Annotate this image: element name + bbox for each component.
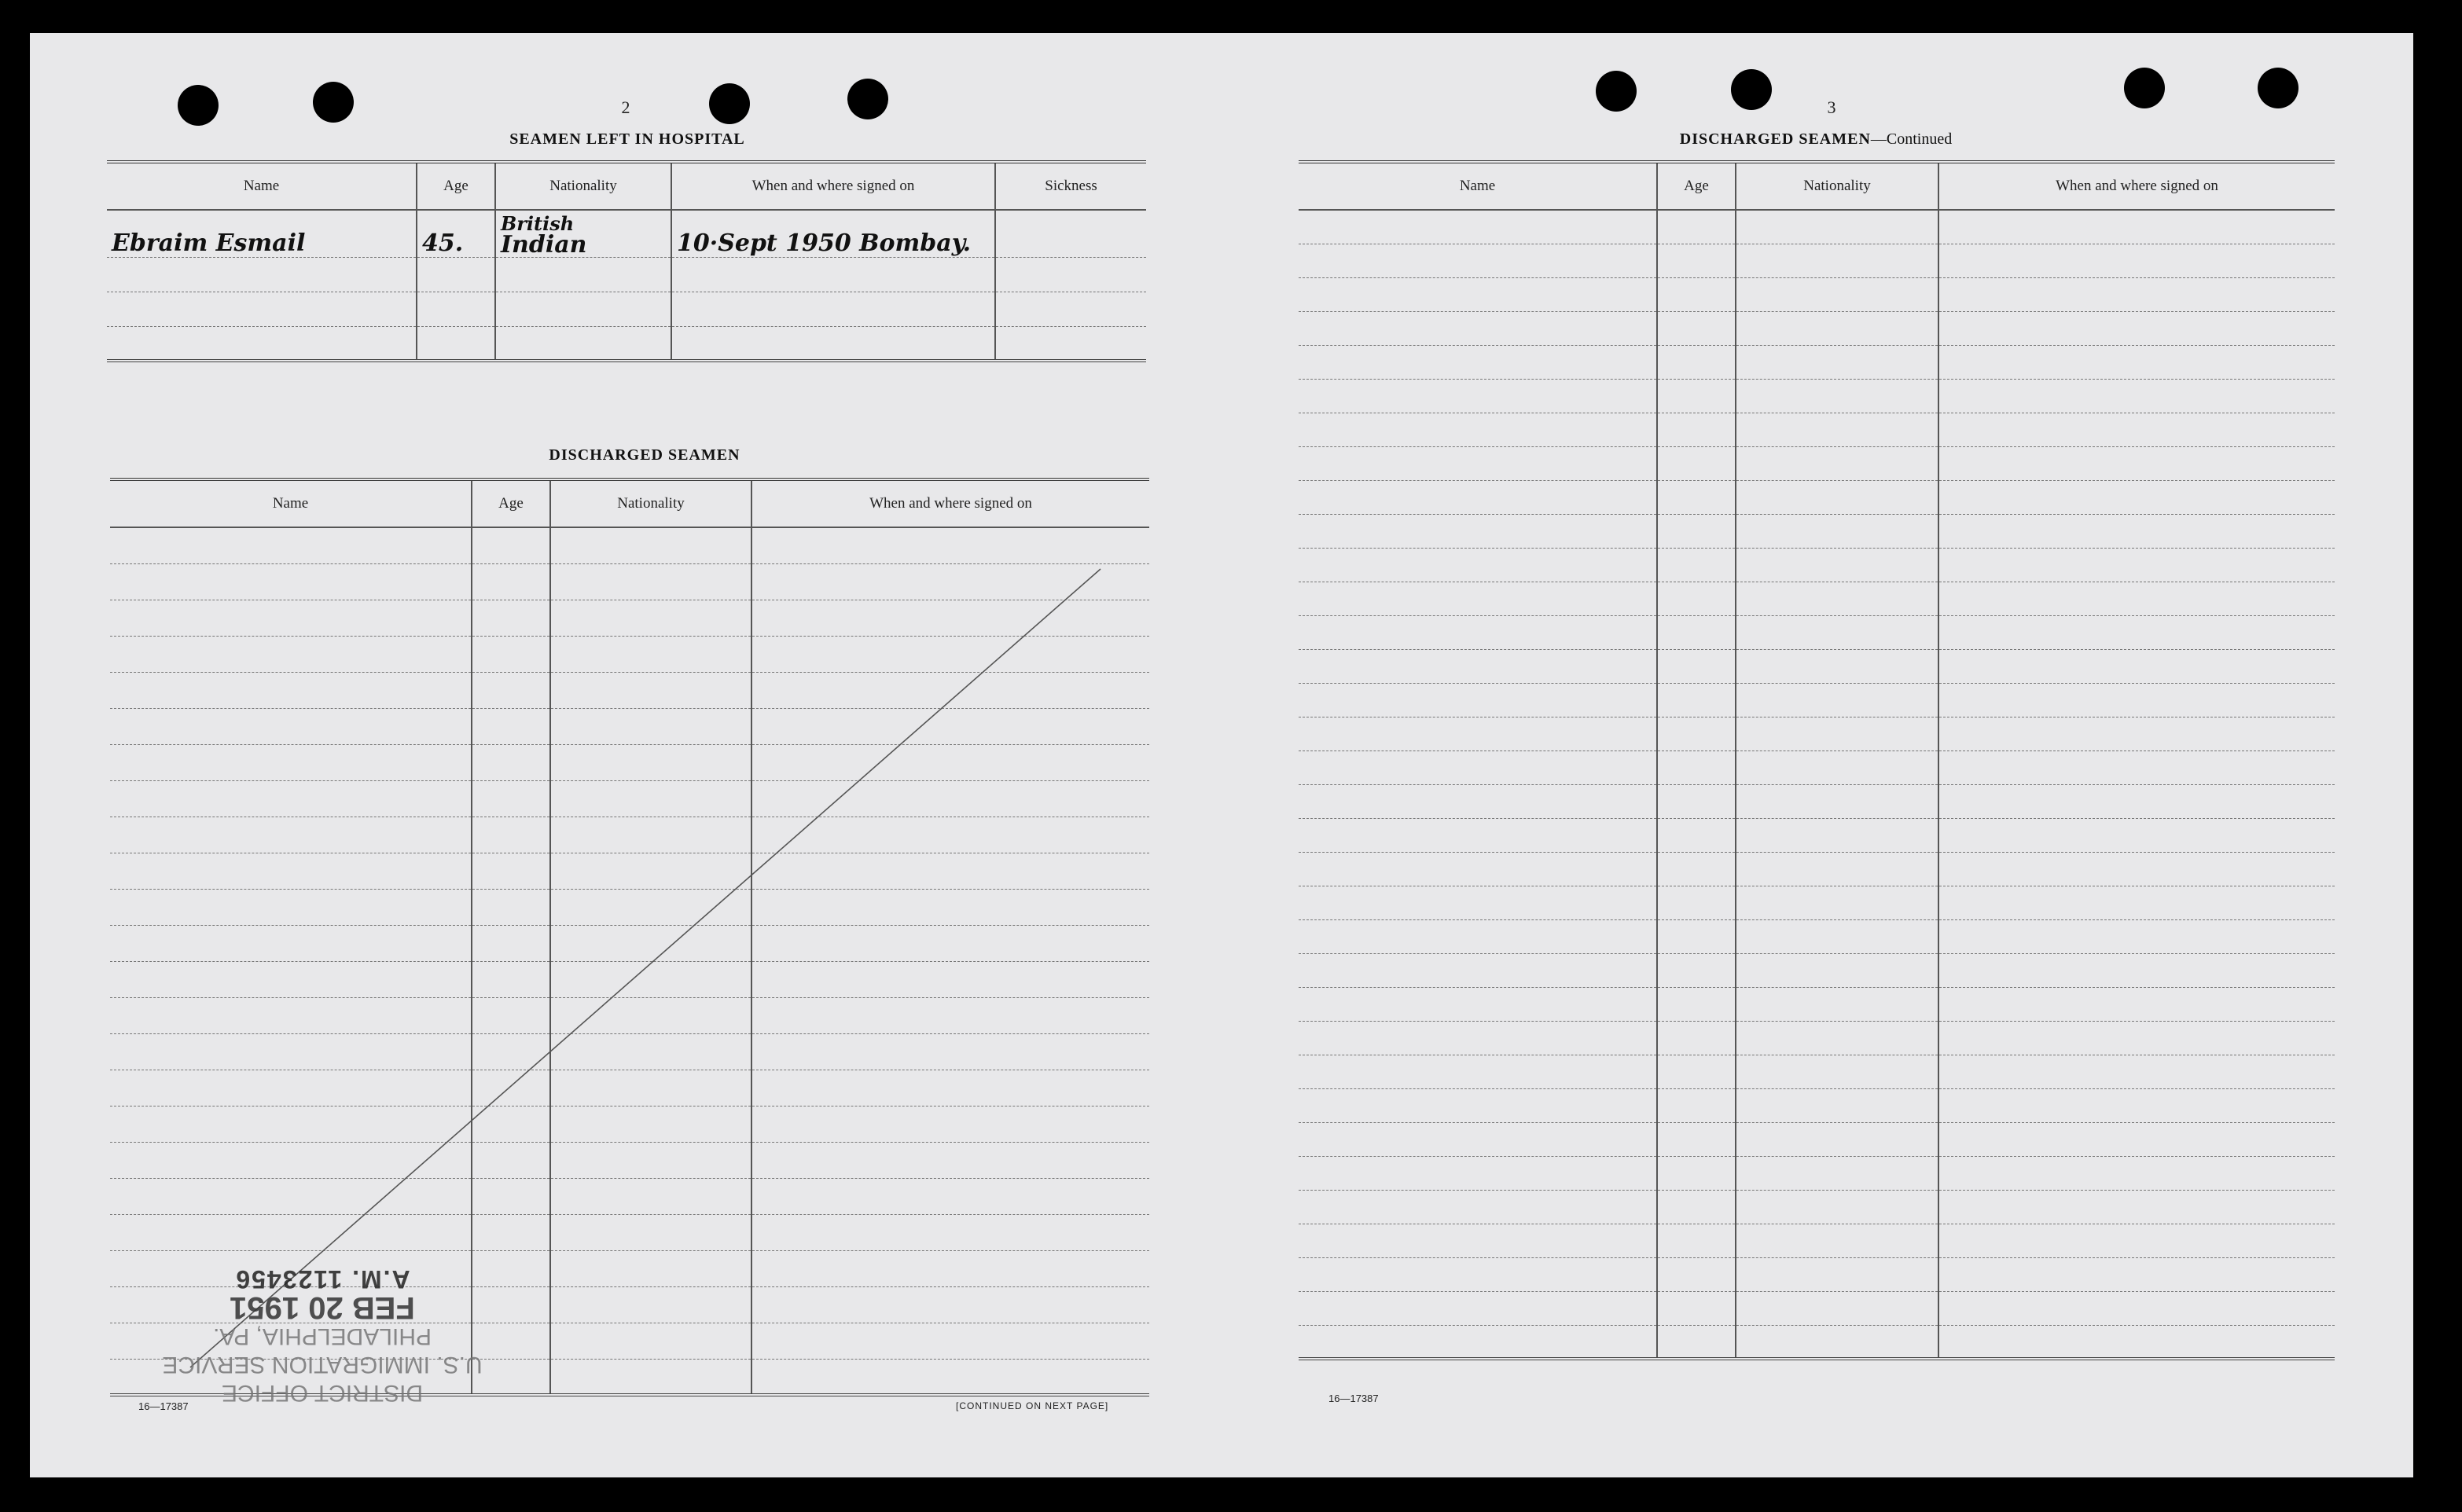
table-row [1299, 311, 2335, 345]
column-header-nationality: Nationality [495, 162, 671, 210]
table-row [1299, 1257, 2335, 1291]
table-row [1299, 1122, 2335, 1156]
stamp-date: FEB 20 1951 [230, 1290, 415, 1325]
table-row [1299, 1021, 2335, 1055]
table-row [1299, 345, 2335, 379]
table-row [1299, 1088, 2335, 1122]
column-header-signed-on: When and where signed on [751, 479, 1149, 527]
title-main: DISCHARGED SEAMEN [1679, 130, 1871, 148]
column-header-signed-on: When and where signed on [1938, 162, 2335, 210]
table-row [1299, 379, 2335, 413]
table-row [1299, 852, 2335, 886]
table-row [1299, 886, 2335, 919]
table-row [1299, 480, 2335, 514]
stamp-line-2: U.S. IMMIGRATION SERVICE [162, 1352, 483, 1378]
table-row [1299, 210, 2335, 244]
discharged-table-right [1299, 160, 2335, 1360]
column-header-signed-on: When and where signed on [671, 162, 995, 210]
table-row [1299, 683, 2335, 717]
seaman-name: Ebraim Esmail [107, 210, 417, 257]
column-header-nationality: Nationality [1736, 162, 1938, 210]
immigration-stamp [157, 1226, 487, 1407]
section-title-discharged: DISCHARGED SEAMEN [549, 446, 740, 464]
table-row [1299, 1291, 2335, 1325]
column-header-age: Age [417, 162, 495, 210]
column-header-name: Name [107, 162, 417, 210]
column-header-nationality: Nationality [550, 479, 751, 527]
table-row [1299, 1190, 2335, 1224]
table-row [1299, 1055, 2335, 1088]
table-row [1299, 446, 2335, 480]
table-row [1299, 987, 2335, 1021]
seaman-signed-on: 10·Sept 1950 Bombay. [671, 210, 995, 257]
seaman-age: 45. [417, 210, 495, 257]
continued-note: [CONTINUED ON NEXT PAGE] [956, 1400, 1109, 1411]
stamp-line-3: PHILADELPHIA, PA. [213, 1323, 432, 1349]
table-row [1299, 615, 2335, 649]
table-row [1299, 548, 2335, 582]
table-row [1299, 1325, 2335, 1359]
table-row [1299, 413, 2335, 446]
table-row [1299, 919, 2335, 953]
page-number: 3 [1827, 97, 1836, 117]
table-row [1299, 717, 2335, 750]
table-row [1299, 582, 2335, 615]
column-header-age: Age [1657, 162, 1736, 210]
nationality-line-1: British [501, 211, 575, 235]
column-header-age: Age [472, 479, 550, 527]
section-title-discharged-continued [1611, 130, 2020, 149]
form-number: 16—17387 [1328, 1393, 1379, 1404]
table-row [1299, 1224, 2335, 1257]
table-row [1299, 244, 2335, 277]
table-row [1299, 649, 2335, 683]
stamp-line-1: DISTRICT OFFICE [221, 1380, 424, 1406]
column-header-sickness: Sickness [995, 162, 1146, 210]
table-row [1299, 784, 2335, 818]
page-number: 2 [621, 97, 630, 117]
section-title-hospital: SEAMEN LEFT IN HOSPITAL [509, 130, 745, 148]
table-row [1299, 953, 2335, 987]
form-number: 16—17387 [138, 1400, 189, 1412]
table-row [1299, 750, 2335, 784]
column-header-name: Name [110, 479, 472, 527]
column-header-name: Name [1299, 162, 1657, 210]
nationality-line-2: Indian [501, 230, 587, 257]
stamp-number: A.M. 1123456 [234, 1265, 410, 1294]
table-row [1299, 277, 2335, 311]
table-row [1299, 514, 2335, 548]
title-suffix: —Continued [1870, 130, 1953, 148]
table-row [1299, 818, 2335, 852]
table-row [1299, 1156, 2335, 1190]
